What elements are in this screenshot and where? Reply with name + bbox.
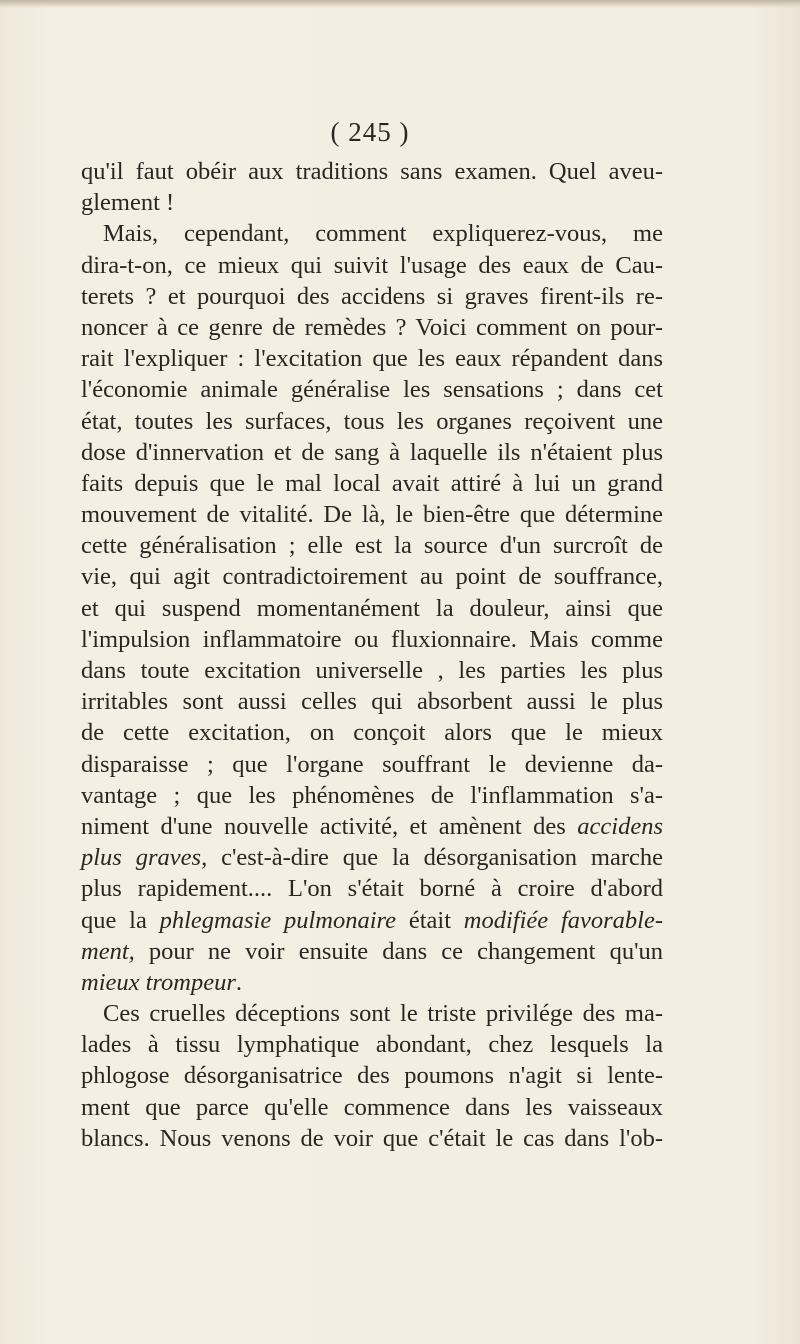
- text-run: dans toute excitation universelle , les parties les plus: [81, 657, 663, 684]
- text-line: [81, 593, 663, 624]
- text-line: [81, 250, 663, 281]
- text-line: [81, 406, 663, 437]
- text-run: vantage ; que les phénomènes de l'inflammation s'a-: [81, 781, 663, 809]
- italic-text: accidens: [577, 812, 663, 840]
- text-line: [81, 811, 663, 842]
- body-text: [81, 156, 663, 1154]
- text-run: lades à tissu lymphatique abondant, chez lesquels la: [81, 1031, 663, 1059]
- text-run: et qui suspend momentanément la douleur, ainsi que: [81, 594, 663, 622]
- text-line: [81, 873, 663, 904]
- page-number: ( 245 ): [330, 117, 410, 147]
- text-run: état, toutes les surfaces, tous les organes reçoivent une: [81, 407, 663, 435]
- text-line: [81, 218, 663, 249]
- text-run: disparaisse ; que l'organe souffrant le devienne da-: [81, 750, 663, 778]
- text-run: l'impulsion inflammatoire ou fluxionnaire. Mais comme: [81, 625, 663, 653]
- text-run: terets ? et pourquoi des accidens si graves firent-ils re-: [81, 282, 663, 310]
- text-line: [81, 281, 663, 312]
- text-run: de cette excitation, on conçoit alors que le mieux: [81, 719, 663, 747]
- text-line: [81, 1092, 663, 1123]
- text-line: [81, 187, 663, 218]
- text-run: pour ne voir ensuite dans ce changement qu'un: [134, 937, 663, 965]
- text-line: [81, 655, 663, 686]
- text-line: [81, 624, 663, 655]
- italic-text: plus graves,: [81, 844, 208, 872]
- text-run: plus rapidement.... L'on s'était borné à croire d'abord: [81, 875, 663, 903]
- italic-text: modifiée favorable-: [463, 906, 663, 934]
- text-line: [81, 468, 663, 499]
- text-line: [81, 530, 663, 561]
- text-run: ment que parce qu'elle commence dans les vaisseaux: [81, 1093, 663, 1121]
- text-run: cette généralisation ; elle est la source d'un surcroît de: [81, 532, 663, 560]
- italic-text: mieux trompeur: [81, 968, 236, 996]
- text-line: [81, 936, 663, 967]
- page-top-edge: [0, 0, 800, 8]
- text-run: irritables sont aussi celles qui absorbent aussi le plus: [81, 688, 663, 716]
- text-line: [81, 343, 663, 374]
- text-line: [81, 842, 663, 873]
- italic-text: ment,: [81, 937, 135, 965]
- text-line: [81, 1123, 663, 1154]
- text-run: que la: [81, 906, 160, 934]
- text-run: dose d'innervation et de sang à laquelle ils n'étaient plus: [81, 438, 663, 466]
- text-run: dira-t-on, ce mieux qui suivit l'usage des eaux de Cau-: [81, 251, 663, 279]
- text-line: [81, 156, 663, 187]
- text-line: [81, 686, 663, 717]
- text-run: mouvement de vitalité. De là, le bien-être que détermine: [81, 501, 663, 529]
- text-line: [81, 905, 663, 936]
- text-run: c'est-à-dire que la désorganisation marche: [207, 844, 663, 872]
- text-run: qu'il faut obéir aux traditions sans examen. Quel aveu-: [81, 158, 663, 185]
- text-run: blancs. Nous venons de voir que c'était le cas dans l'ob-: [81, 1124, 663, 1152]
- text-line: [81, 374, 663, 405]
- text-line: [81, 312, 663, 343]
- text-run: .: [235, 968, 243, 996]
- text-run: noncer à ce genre de remèdes ? Voici comment on pour-: [81, 313, 663, 341]
- text-run: l'économie animale généralise les sensations ; dans cet: [81, 376, 663, 404]
- text-run: phlogose désorganisatrice des poumons n'agit si lente-: [81, 1062, 663, 1090]
- text-line: [81, 561, 663, 592]
- text-line: [81, 1029, 663, 1060]
- text-run: Ces cruelles déceptions sont le triste privilége des ma-: [103, 1000, 663, 1028]
- text-run: faits depuis que le mal local avait attiré à lui un grand: [81, 469, 663, 497]
- text-run: glement !: [81, 189, 175, 217]
- text-run: était: [396, 906, 464, 934]
- text-line: [81, 780, 663, 811]
- text-line: [81, 499, 663, 530]
- text-line: [81, 998, 663, 1029]
- text-line: [81, 749, 663, 780]
- italic-text: phlegmasie pulmonaire: [159, 906, 397, 934]
- text-run: niment d'une nouvelle activité, et amènent des: [81, 812, 578, 840]
- text-run: rait l'expliquer : l'excitation que les eaux répandent dans: [81, 345, 663, 373]
- text-run: vie, qui agit contradictoirement au point de souffrance,: [81, 563, 663, 591]
- text-line: [81, 967, 663, 998]
- text-run: Mais, cependant, comment expliquerez-vous, me: [103, 220, 663, 248]
- text-line: [81, 717, 663, 748]
- text-line: [81, 437, 663, 468]
- text-line: [81, 1060, 663, 1091]
